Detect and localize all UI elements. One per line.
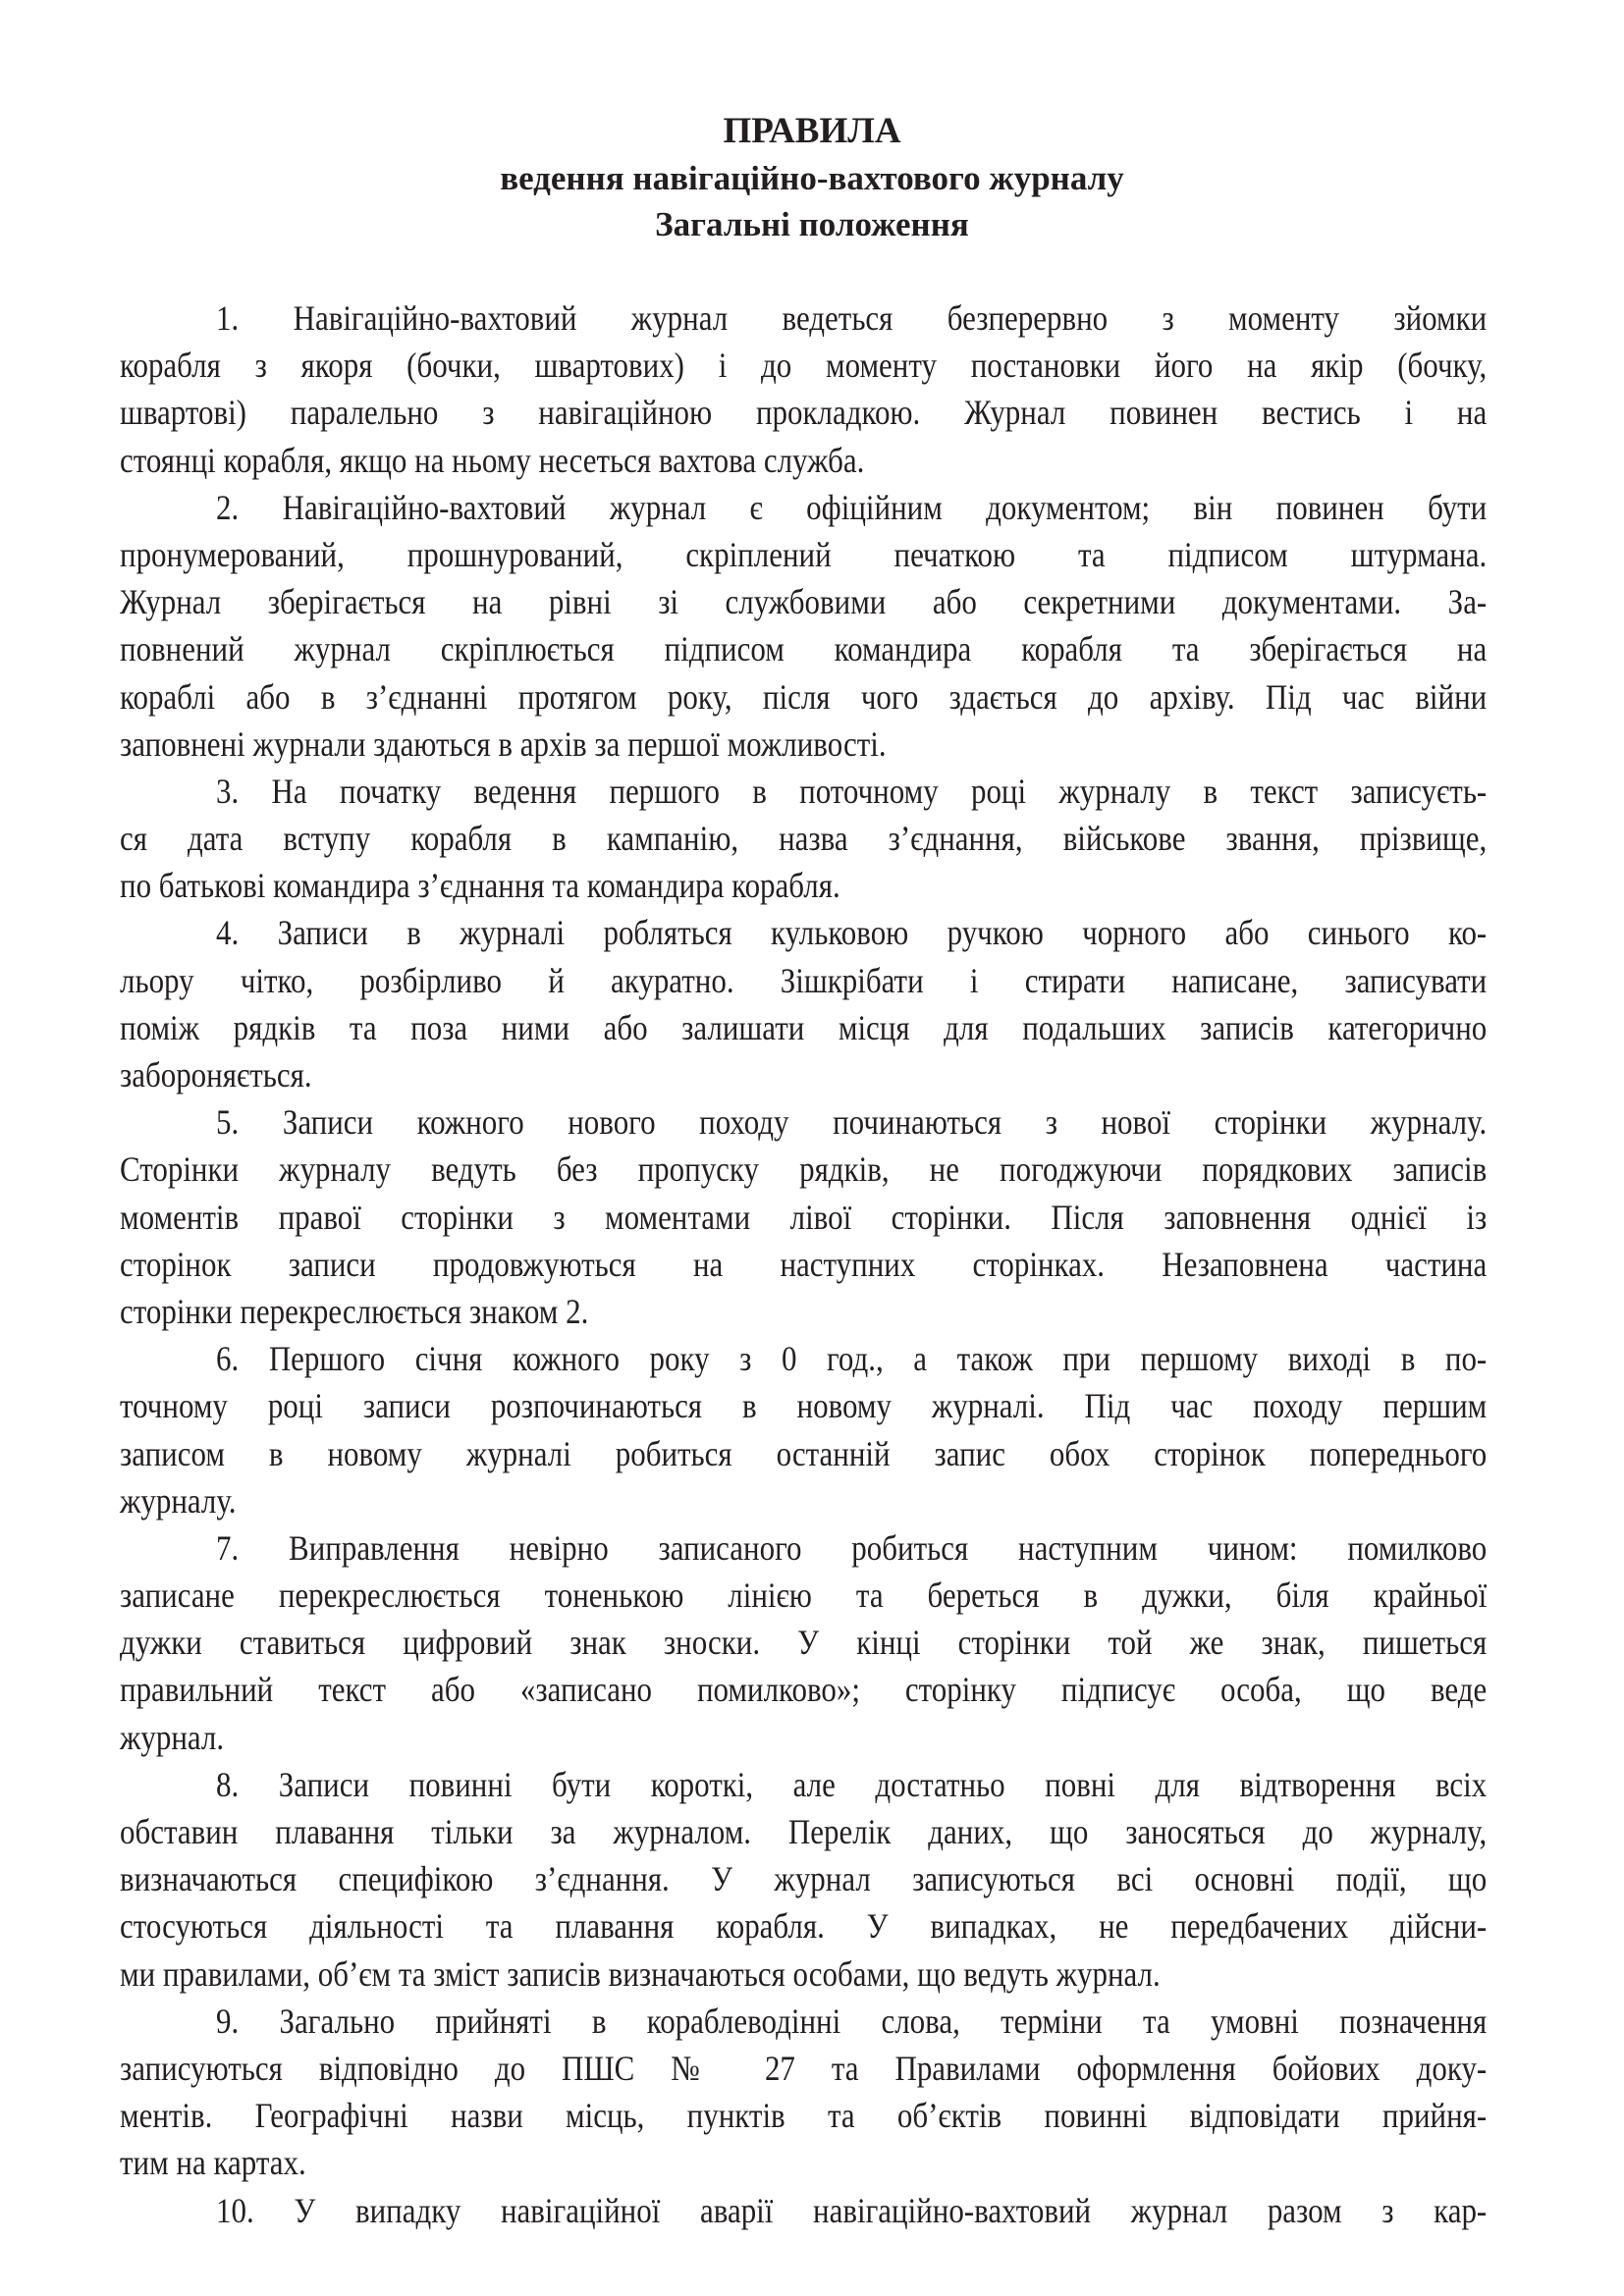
text-line: льору чітко, розбірливо й акуратно. Зішкрібати і стирати написане, записувати [120, 960, 1488, 1000]
paragraph-7 [120, 1524, 1487, 1761]
text-line: сторінок записи продовжуються на наступних сторінках. Незаповнена частина [120, 1244, 1488, 1284]
text-line: журнал. [120, 1717, 225, 1757]
text-line: корабля з якоря (бочки, швартових) і до моменту постановки його на якір (бочку, [120, 346, 1488, 386]
text-line: 5. Записи кожного нового походу починаються з нової сторінки журналу. [216, 1102, 1488, 1143]
document-title: ПРАВИЛА [723, 111, 901, 151]
text-line: Сторінки журналу ведуть без пропуску рядків, не погоджуючи порядкових записів [120, 1149, 1488, 1190]
text-line: 3. На початку ведення першого в поточному році журналу в текст записуєть- [216, 771, 1488, 811]
paragraph-10 [120, 2187, 1487, 2234]
text-line: 6. Першого січня кожного року з 0 год., а також при першому виході в по- [216, 1339, 1488, 1379]
text-line: по батькові командира з’єднання та командира корабля. [120, 866, 840, 906]
paragraph-9 [120, 1998, 1487, 2187]
section-heading: Загальні положення [655, 205, 969, 243]
text-line: обставин плавання тільки за журналом. Перелік даних, що заносяться до журналу, [120, 1812, 1488, 1851]
text-line: 4. Записи в журналі робляться кульковою ручкою чорного або синього ко- [216, 913, 1488, 953]
paragraph-5 [120, 1098, 1487, 1335]
text-line: 8. Записи повинні бути короткі, але достатньо повні для відтворення всіх [216, 1764, 1488, 1804]
text-line: моментів правої сторінки з моментами лівої сторінки. Після заповнення однієї із [120, 1197, 1488, 1237]
text-line: ми правилами, об’єм та зміст записів визначаються особами, що ведуть журнал. [120, 1953, 1161, 1994]
text-line: стоянці корабля, якщо на ньому несеться вахтова служба. [120, 440, 865, 480]
text-line: записане перекреслюється тоненькою лінією та береться в дужки, біля крайньої [120, 1575, 1488, 1616]
text-line: поміж рядків та поза ними або залишати місця для подальших записів категорично [120, 1007, 1488, 1047]
paragraph-2 [120, 484, 1487, 768]
document-body [120, 294, 1487, 2234]
text-line: стосуються діяльності та плавання корабля. У випадках, не передбачених дійсни- [120, 1906, 1488, 1947]
text-line: сторінки перекреслюється знаком 2. [120, 1291, 589, 1331]
text-line: журналу. [120, 1480, 237, 1521]
text-line: забороняється. [120, 1055, 312, 1095]
text-line: повнений журнал скріплюється підписом командира корабля та зберігається на [120, 629, 1488, 669]
paragraph-4 [120, 909, 1487, 1098]
text-line: визначаються специфікою з’єднання. У журнал записуються всі основні події, що [120, 1859, 1488, 1899]
text-line: 1. Навігаційно-вахтовий журнал ведеться безперервно з моменту зйомки [216, 298, 1488, 338]
paragraph-1 [120, 294, 1487, 484]
text-line: записуються відповідно до ПШС № 27 та Правилами оформлення бойових доку- [120, 2048, 1488, 2088]
text-line: ся дата вступу корабля в кампанію, назва з’єднання, військове звання, прізвище, [120, 819, 1488, 859]
paragraph-6 [120, 1335, 1487, 1524]
text-line: 9. Загально прийняті в кораблеводінні слова, терміни та умовні позначення [216, 2001, 1488, 2041]
text-line: швартові) паралельно з навігаційною прокладкою. Журнал повинен вестись і на [120, 393, 1488, 433]
text-line: ментів. Географічні назви місць, пунктів та об’єктів повинні відповідати прийня- [120, 2096, 1488, 2136]
document-subtitle: ведення навігаційно-вахтового журналу [500, 159, 1124, 197]
text-line: дужки ставиться цифровий знак зноски. У кінці сторінки той же знак, пишеться [120, 1623, 1488, 1663]
text-line: кораблі або в з’єднанні протягом року, після чого здається до архіву. Під час війни [120, 676, 1488, 717]
text-line: точному році записи розпочинаються в новому журналі. Під час походу першим [120, 1386, 1488, 1426]
text-line: 2. Навігаційно-вахтовий журнал є офіційним документом; він повинен бути [216, 487, 1488, 527]
text-line: тим на картах. [120, 2143, 306, 2183]
text-line: 10. У випадку навігаційної аварії навігаційно-вахтовий журнал разом з кар- [216, 2190, 1488, 2230]
text-line: 7. Виправлення невірно записаного робиться наступним чином: помилково [216, 1527, 1488, 1568]
text-line: Журнал зберігається на рівні зі службовими або секретними документами. За- [120, 582, 1488, 622]
text-line: правильний текст або «записано помилково»; сторінку підписує особа, що веде [120, 1670, 1488, 1710]
paragraph-8 [120, 1761, 1487, 1998]
text-line: записом в новому журналі робиться останній запис обох сторінок попереднього [120, 1433, 1488, 1473]
text-line: пронумерований, прошнурований, скріплений печаткою та підписом штурмана. [120, 534, 1488, 574]
text-line: заповнені журнали здаються в архів за першої можливості. [120, 723, 887, 764]
paragraph-3 [120, 768, 1487, 910]
